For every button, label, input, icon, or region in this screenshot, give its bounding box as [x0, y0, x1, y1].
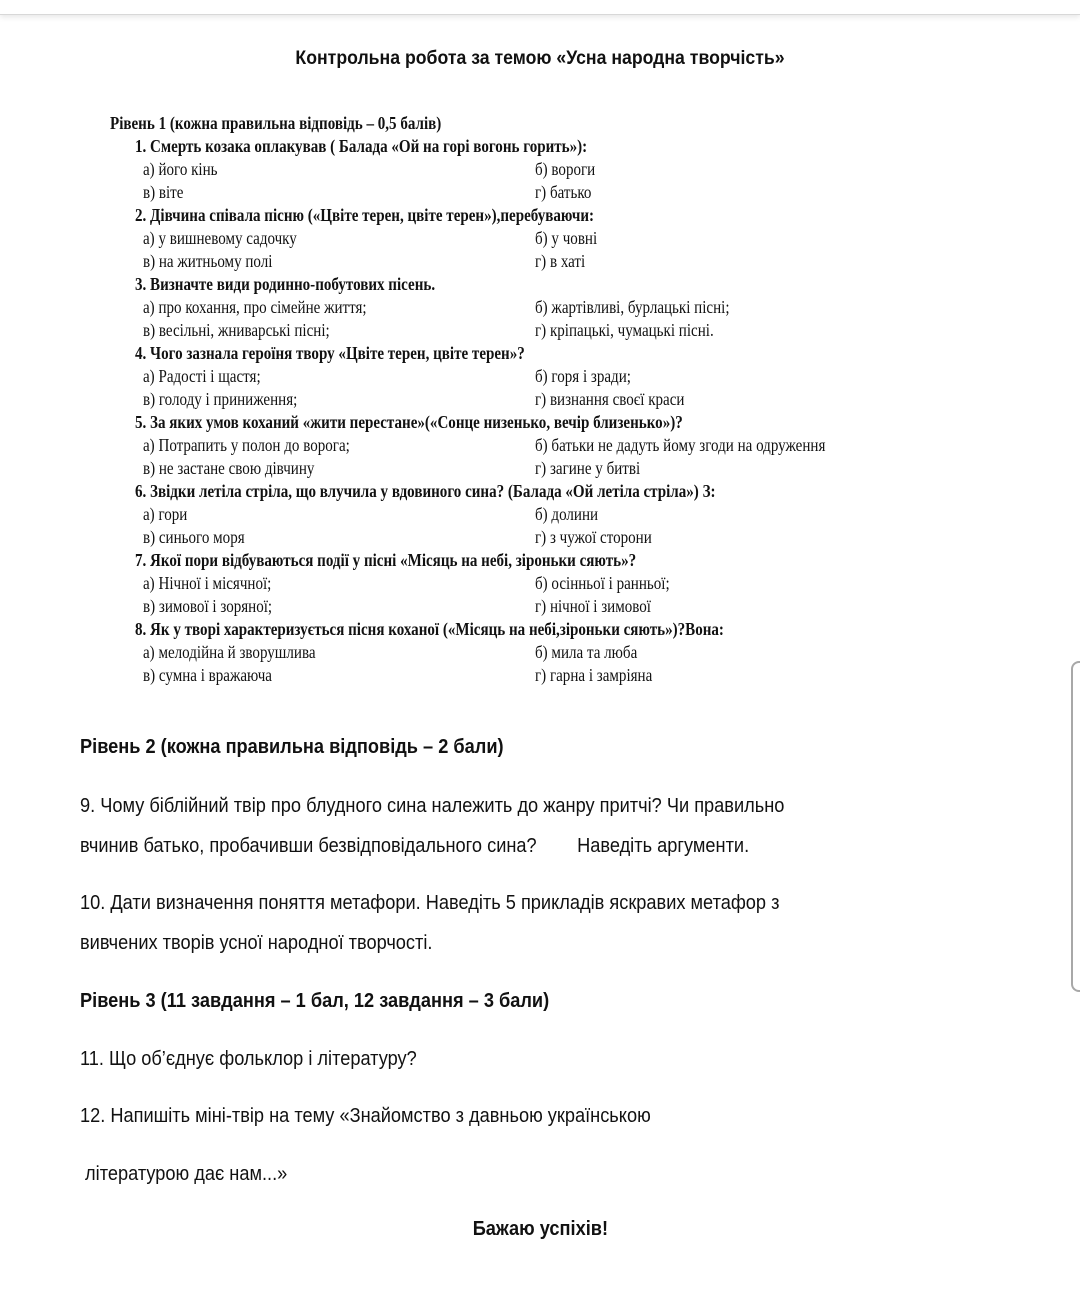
question-10-line-1: 10. Дати визначення поняття метафори. Наведіть 5 прикладів яскравих метафор з [80, 892, 780, 914]
option-g: г) кріпацькі, чумацькі пісні. [535, 320, 714, 340]
option-v: в) зимової і зоряної; [143, 596, 273, 616]
option-a: а) його кінь [143, 159, 218, 179]
question-4: 4. Чого зазнала героїня твору «Цвіте терен, цвіте терен»? [135, 343, 525, 363]
question-1: 1. Смерть козака оплакував ( Балада «Ой на горі вогонь горить»): [135, 136, 588, 156]
option-g: г) визнання своєї краси [535, 389, 685, 409]
option-a: а) Потрапить у полон до ворога; [143, 435, 350, 455]
question-8: 8. Як у творі характеризується пісня коханої («Місяць на небі,зіроньки сяють»)?Вона: [135, 619, 724, 639]
option-g: г) з чужої сторони [535, 527, 652, 547]
scrollbar-handle[interactable] [1071, 661, 1080, 992]
option-b: б) мила та люба [535, 642, 638, 662]
level-1-section [110, 112, 1010, 687]
level-3-heading: Рівень 3 (11 завдання – 1 бал, 12 завдання – 3 бали) [80, 990, 550, 1012]
options-row [110, 526, 1010, 549]
option-b: б) вороги [535, 159, 596, 179]
options-row [110, 181, 1010, 204]
option-g: г) в хаті [535, 251, 586, 271]
option-g: г) гарна і замріяна [535, 665, 653, 685]
options-row [110, 158, 1010, 181]
option-a: а) про кохання, про сімейне життя; [143, 297, 367, 317]
closing-wish: Бажаю успіхів! [472, 1218, 608, 1240]
options-row [110, 227, 1010, 250]
viewer-top-bar [0, 0, 1080, 15]
options-row [110, 296, 1010, 319]
question-11: 11. Що об’єднує фольклор і літературу? [80, 1048, 417, 1070]
options-row [110, 503, 1010, 526]
option-b: б) батьки не дадуть йому згоди на одруження [535, 435, 826, 455]
question-5: 5. За яких умов коханий «жити перестане»(«Сонце низенько, вечір близенько»)? [135, 412, 683, 432]
option-g: г) загине у битві [535, 458, 641, 478]
options-row [110, 319, 1010, 342]
question-2: 2. Дівчина співала пісню («Цвіте терен, цвіте терен»),перебуваючи: [135, 205, 595, 225]
level-2-heading: Рівень 2 (кожна правильна відповідь – 2 бали) [80, 736, 504, 758]
document-title: Контрольна робота за темою «Усна народна творчість» [295, 48, 785, 69]
question-10-line-2: вивчених творів усної народної творчості. [80, 932, 433, 954]
option-b: б) жартівливі, бурлацькі пісні; [535, 297, 730, 317]
option-b: б) у човні [535, 228, 598, 248]
options-row [110, 664, 1010, 687]
option-a: а) Нічної і місячної; [143, 573, 272, 593]
option-b: б) горя і зради; [535, 366, 631, 386]
question-12-line-1: 12. Напишіть міні-твір на тему «Знайомство з давньою українською [80, 1105, 651, 1127]
question-7: 7. Якої пори відбуваються події у пісні «Місяць на небі, зіроньки сяють»? [135, 550, 637, 570]
question-12-line-2: літературою дає нам...» [80, 1163, 288, 1185]
option-a: а) Радості і щастя; [143, 366, 261, 386]
option-a: а) у вишневому садочку [143, 228, 297, 248]
option-g: г) нічної і зимової [535, 596, 651, 616]
question-9-line-1: 9. Чому біблійний твір про блудного сина належить до жанру притчі? Чи правильно [80, 795, 785, 817]
options-row [110, 572, 1010, 595]
option-v: в) сумна і вражаюча [143, 665, 272, 685]
option-v: в) не застане свою дівчину [143, 458, 315, 478]
options-row [110, 250, 1010, 273]
options-row [110, 388, 1010, 411]
level-1-heading: Рівень 1 (кожна правильна відповідь – 0,5 балів) [110, 113, 442, 133]
option-v: в) весільні, жниварські пісні; [143, 320, 330, 340]
option-v: в) синього моря [143, 527, 245, 547]
option-a: а) мелодійна й зворушлива [143, 642, 316, 662]
options-row [110, 595, 1010, 618]
option-g: г) батько [535, 182, 592, 202]
option-a: а) гори [143, 504, 188, 524]
option-v: в) на житньому полі [143, 251, 273, 271]
question-9-line-2: вчинив батько, пробачивши безвідповідального сина? Наведіть аргументи. [80, 835, 750, 857]
options-row [110, 457, 1010, 480]
option-v: в) голоду і приниження; [143, 389, 298, 409]
option-v: в) віте [143, 182, 184, 202]
question-6: 6. Звідки летіла стріла, що влучила у вдовиного сина? (Балада «Ой летіла стріла») З: [135, 481, 716, 501]
option-b: б) осінньої і ранньої; [535, 573, 670, 593]
options-row [110, 365, 1010, 388]
options-row [110, 434, 1010, 457]
options-row [110, 641, 1010, 664]
question-3: 3. Визначте види родинно-побутових пісень. [135, 274, 436, 294]
option-b: б) долини [535, 504, 599, 524]
